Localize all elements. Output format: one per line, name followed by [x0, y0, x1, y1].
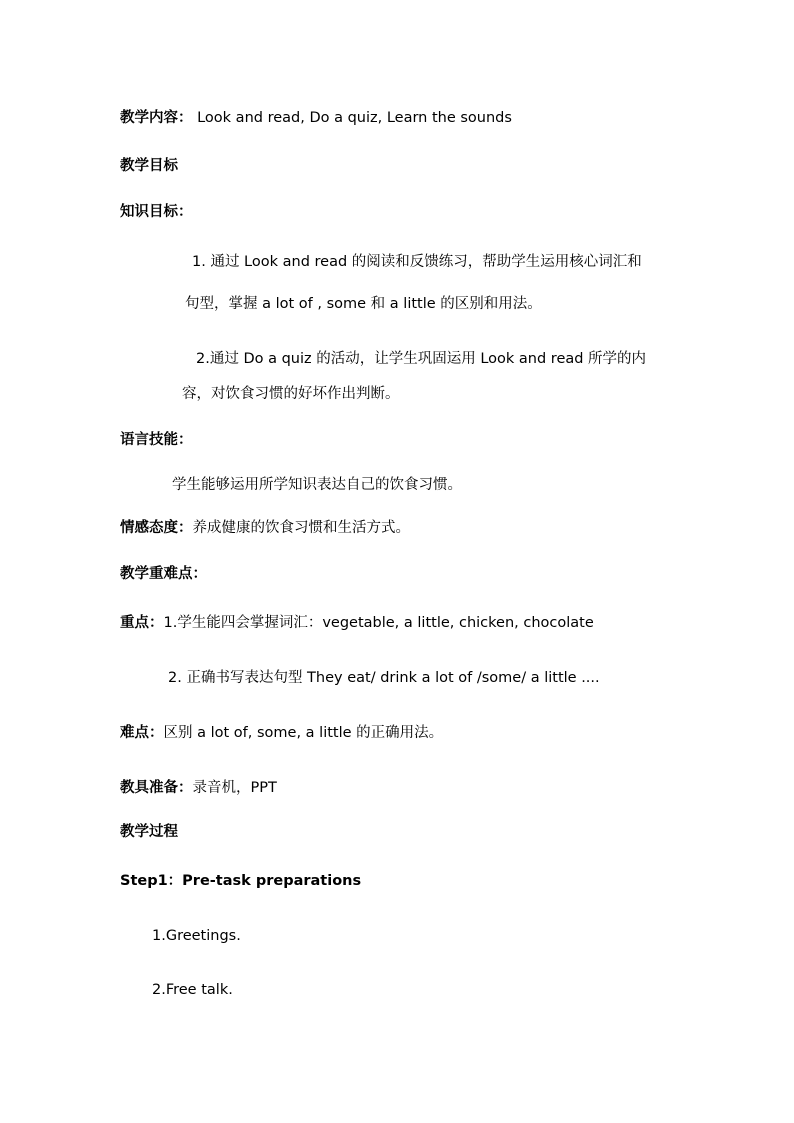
content-label: 教学内容：: [120, 110, 193, 126]
knowledge-objectives-heading: 知识目标：: [120, 204, 193, 220]
objective-1-line-2: 句型，掌握 a lot of , some 和 a little 的区别和用法。: [185, 296, 542, 312]
step1-item-free-talk: 2.Free talk.: [152, 982, 233, 998]
key-difficult-points-heading: 教学重难点：: [120, 566, 207, 582]
objective-2-line-1: 2.通过 Do a quiz 的活动，让学生巩固运用 Look and read 所学的内: [196, 351, 647, 367]
step1-heading: Step1：Pre-task preparations: [120, 873, 362, 889]
attitude-label: 情感态度：: [120, 520, 193, 536]
step1-item-greetings: 1.Greetings.: [152, 928, 241, 944]
objectives-heading: 教学目标: [120, 158, 178, 174]
key-point-1-text: 1.学生能四会掌握词汇：vegetable, a little, chicken, chocolate: [163, 615, 594, 631]
difficult-point-label: 难点：: [120, 725, 164, 741]
attitude-line: [120, 518, 410, 538]
difficult-point-line: [120, 723, 443, 743]
teaching-aids-label: 教具准备：: [120, 780, 193, 796]
content-text: Look and read, Do a quiz, Learn the sounds: [192, 110, 512, 126]
key-point-label: 重点：: [120, 615, 164, 631]
objective-2-line-2: 容，对饮食习惯的好坏作出判断。: [182, 386, 400, 402]
teaching-process-heading: 教学过程: [120, 824, 178, 840]
key-point-2-line: 2. 正确书写表达句型 They eat/ drink a lot of /some/ a little ....: [168, 670, 600, 686]
teaching-aids-line: [120, 778, 277, 798]
teaching-aids-text: 录音机，PPT: [192, 780, 277, 796]
difficult-point-text: 区别 a lot of, some, a little 的正确用法。: [163, 725, 444, 741]
language-skills-heading: 语言技能：: [120, 432, 193, 448]
objective-1-line-1: 1. 通过 Look and read 的阅读和反馈练习，帮助学生运用核心词汇和: [192, 254, 642, 270]
content-line: [120, 108, 512, 128]
language-skills-text: 学生能够运用所学知识表达自己的饮食习惯。: [172, 477, 462, 493]
attitude-text: 养成健康的饮食习惯和生活方式。: [192, 520, 410, 536]
key-point-1-line: [120, 613, 594, 633]
